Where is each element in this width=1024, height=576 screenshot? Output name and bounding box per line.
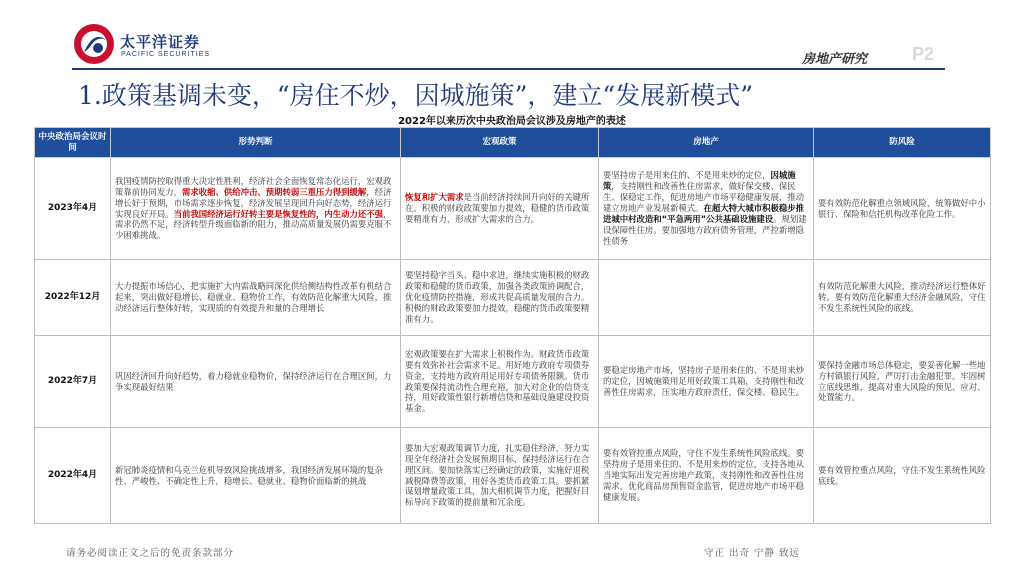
cell-situation: [111, 428, 401, 524]
cell-text: 要坚持房子是用来住的、不是用来炒的定位，: [603, 170, 771, 181]
cell-situation: [111, 158, 401, 260]
cell-text: 。: [165, 208, 174, 219]
cell-text: 要保持金融市场总体稳定，要妥善化解一些地方村镇银行风险，严厉打击金融犯罪。牢固树立底线思维，提高对重大风险的预见、应对、处置能力。: [818, 359, 986, 403]
cell-macro: [401, 336, 599, 428]
table-caption: 2022年以来历次中央政治局会议涉及房地产的表述: [398, 116, 626, 127]
cell-text: 要坚持稳字当头、稳中求进，继续实施积极的财政政策和稳健的货币政策，加强各类政策协调配合，优化疫情防控措施，形成共促高质量发展的合力。积极的财政政策要加力提效，稳健的货币政策要精准有力。: [405, 270, 590, 324]
cell-risk: [814, 428, 991, 524]
table-row: [35, 336, 991, 428]
cell-text: 有效防范化解重大风险，推动经济运行整体好转。要有效防范化解重大经济金融风险，守住不发生系统性风险的底线。: [818, 281, 986, 313]
cell-text: 要有效防范化解重点领域风险，统筹做好中小银行、保险和信托机构改革化险工作。: [818, 197, 986, 219]
cell-text: 我国疫情防控取得重大决定性胜利，经济社会全面恢复常态化运行，宏观政策靠前协同发力，: [115, 175, 392, 197]
cell-text: ，支持刚性和改善性住房需求，做好保交楼、保民生、保稳定工作，促进房地产市场平稳健康发展，推动建立房地产业发展新模式。: [603, 181, 804, 214]
cell-text: 要稳定房地产市场，坚持房子是用来住的、不是用来炒的定位，因城施策用足用好政策工具箱，支持刚性和改善性住房需求，压实地方政府责任，保交楼、稳民生。: [603, 365, 804, 397]
cell-property: [599, 428, 814, 524]
page-number: P2: [912, 44, 935, 64]
policy-table: [34, 127, 991, 524]
cell-text: 是当前经济持续回升向好的关键所在。积极的财政政策要加力提效，稳健的货币政策要精准有力，形成扩大需求的合力。: [405, 192, 590, 224]
cell-property: [599, 336, 814, 428]
table-row: [35, 158, 991, 260]
column-header-macro: 宏观政策: [401, 128, 599, 158]
emphasis-text: 因城施策: [603, 170, 796, 192]
logo-text-en: PACIFIC SECURITIES: [121, 51, 211, 58]
cell-text: 新冠肺炎疫情和乌克兰危机导致风险挑战增多，我国经济发展环境的复杂性、严峻性、不确定性上升，稳增长、稳就业、稳物价面临新的挑战: [115, 464, 383, 486]
cell-property: [599, 260, 814, 336]
table-header-row: [35, 128, 991, 158]
column-header-risk: 防风险: [814, 128, 991, 158]
cell-macro: [401, 428, 599, 524]
cell-text: 巩固经济回升向好趋势，着力稳就业稳物价，保持经济运行在合理区间，力争实现最好结果: [115, 370, 392, 392]
cell-text: 要有效管控重点风险，守住不发生系统性风险底线。: [818, 464, 986, 486]
column-header-situation: 形势判断: [111, 128, 401, 158]
logo-text-cn: 太平洋证券: [120, 33, 201, 51]
cell-date: 2022年4月: [35, 428, 111, 524]
cell-property: [599, 158, 814, 260]
cell-situation: [111, 336, 401, 428]
cell-text: ，经济增长好于预期，市场需求逐步恢复，经济发展呈现回升向好态势，经济运行实现良好开局: [115, 186, 392, 219]
highlight-text: 当前我国经济运行好转主要是恢复性的，内生动力还不强: [173, 208, 383, 219]
cell-risk: [814, 336, 991, 428]
cell-text: 大力提振市场信心，把实施扩大内需战略同深化供给侧结构性改革有机结合起来，突出做好稳增长、稳就业、稳物价工作，有效防范化解重大风险，推动经济运行整体好转，实现质的有效提升和量的合理增长: [115, 281, 392, 313]
highlight-text: 恢复和扩大需求: [405, 192, 464, 203]
cell-text: 宏观政策要在扩大需求上积极作为。财政货币政策要有效弥补社会需求不足。用好地方政府专项债券资金，支持地方政府用足用好专项债务限额。货币政策要保持流动性合理充裕，加大对企业的信贷支持，用好政策性银行新增信贷和基础设施建设投资基金。: [405, 348, 590, 414]
cell-risk: [814, 260, 991, 336]
header-divider: [72, 68, 945, 70]
cell-text: 要有效管控重点风险，守住不发生系统性风险底线。要坚持房子是用来住的、不是用来炒的定位，支持各地从当地实际出发完善房地产政策，支持刚性和改善性住房需求，优化商品房预售资金监管，促进房地产市场平稳健康发展。: [603, 448, 804, 502]
column-header-property: 房地产: [599, 128, 814, 158]
cell-risk: [814, 158, 991, 260]
company-logo: [72, 22, 222, 66]
section-tag: 房地产研究: [802, 52, 868, 67]
pacific-logo-icon: [72, 22, 116, 66]
highlight-text: 需求收缩、供给冲击、预期转弱三重压力得到缓解: [182, 186, 367, 197]
footer-disclaimer: 请务必阅读正文之后的免责条款部分: [66, 548, 235, 559]
column-header-date: 中央政治局会议时间: [35, 128, 111, 158]
cell-date: 2023年4月: [35, 158, 111, 260]
emphasis-text: 在超大特大城市积极稳步推进城中村改造和“平急两用”公共基础设施建设: [603, 203, 804, 224]
cell-macro: [401, 260, 599, 336]
footer-motto: 守正 出奇 宁静 致远: [704, 548, 801, 559]
cell-date: 2022年7月: [35, 336, 111, 428]
page-title: 1.政策基调未变，“房住不炒，因城施策”，建立“发展新模式”: [78, 81, 753, 110]
cell-text: ，需求仍然不足，经济转型升级面临新的阻力，推动高质量发展仍需要克服不少困难挑战。: [115, 208, 392, 241]
cell-macro: [401, 158, 599, 260]
cell-text: 要加大宏观政策调节力度，扎实稳住经济，努力实现全年经济社会发展预期目标，保持经济运行在合理区间。要加快落实已经确定的政策，实施好退税减税降费等政策，用好各类货币政策工具。要抓紧谋划增量政策工具，加大相机调节力度，把握好目标导向下政策的提前量和冗余度。: [405, 442, 590, 508]
cell-situation: [111, 260, 401, 336]
cell-text: 。规划建设保障性住房。要加强地方政府债务管理，严控新增隐性债务: [603, 213, 807, 246]
table-row: [35, 428, 991, 524]
cell-date: 2022年12月: [35, 260, 111, 336]
table-row: [35, 260, 991, 336]
